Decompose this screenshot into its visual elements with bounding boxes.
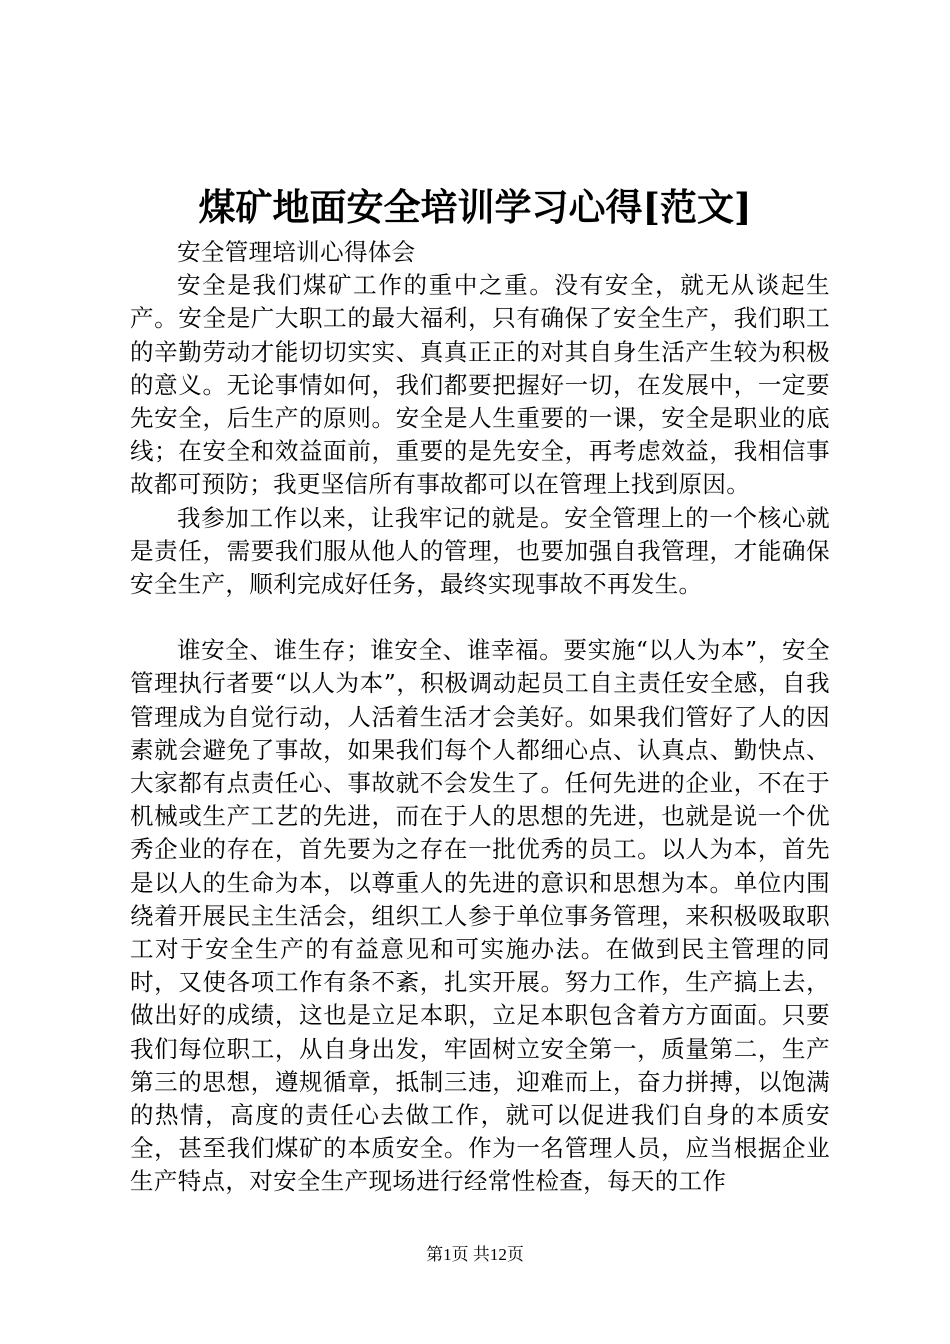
paragraph-1: 安全是我们煤矿工作的重中之重。没有安全，就无从谈起生产。安全是广大职工的最大福利，只有确保了安全生产，我们职工的辛勤劳动才能切切实实、真真正正的对其自身生活产生较为积极的意义。无论事情如何，我们都要把握好一切，在发展中，一定要先安全，后生产的原则。安全是人生重要的一课，安全是职业的底线；在安全和效益面前，重要的是先安全，再考虑效益，我相信事故都可预防；我更坚信所有事故都可以在管理上找到原因。 bbox=[130, 271, 830, 499]
page-footer: 第1页 共12页 bbox=[426, 1245, 524, 1264]
paragraph-2: 我参加工作以来，让我牢记的就是。安全管理上的一个核心就是责任，需要我们服从他人的管理，也要加强自我管理，才能确保安全生产，顺利完成好任务，最终实现事故不再发生。 bbox=[130, 503, 830, 599]
paragraph-subtitle: 安全管理培训心得体会 bbox=[177, 238, 416, 266]
paragraph-3: 谁安全、谁生存；谁安全、谁幸福。要实施“以人为本”，安全管理执行者要“以人为本”，积极调动起员工自主责任安全感，自我管理成为自觉行动，人活着生活才会美好。如果我们管好了人的因素就会避免了事故，如果我们每个人都细心点、认真点、勤快点、大家都有点责任心、事故就不会发生了。任何先进的企业，不在于机械或生产工艺的先进，而在于人的思想的先进，也就是说一个优秀企业的存在，首先要为之存在一批优秀的员工。以人为本，首先是以人的生命为本，以尊重人的先进的意识和思想为本。单位内围绕着开展民主生活会，组织工人参于单位事务管理，来积极吸取职工对于安全生产的有益意见和可实施办法。在做到民主管理的同时，又使各项工作有条不紊，扎实开展。努力工作，生产搞上去，做出好的成绩，这也是立足本职，立足本职包含着方方面面。只要我们每位职工，从自身出发，牢固树立安全第一，质量第二，生产第三的思想，遵规循章，抵制三违，迎难而上，奋力拼搏，以饱满的热情，高度的责任心去做工作，就可以促进我们自身的本质安全，甚至我们煤矿的本质安全。作为一名管理人员，应当根据企业生产特点，对安全生产现场进行经常性检查，每天的工作 bbox=[130, 636, 830, 1196]
document-title: 煤矿地面安全培训学习心得[范文] bbox=[198, 185, 752, 229]
document-body bbox=[130, 236, 830, 1199]
